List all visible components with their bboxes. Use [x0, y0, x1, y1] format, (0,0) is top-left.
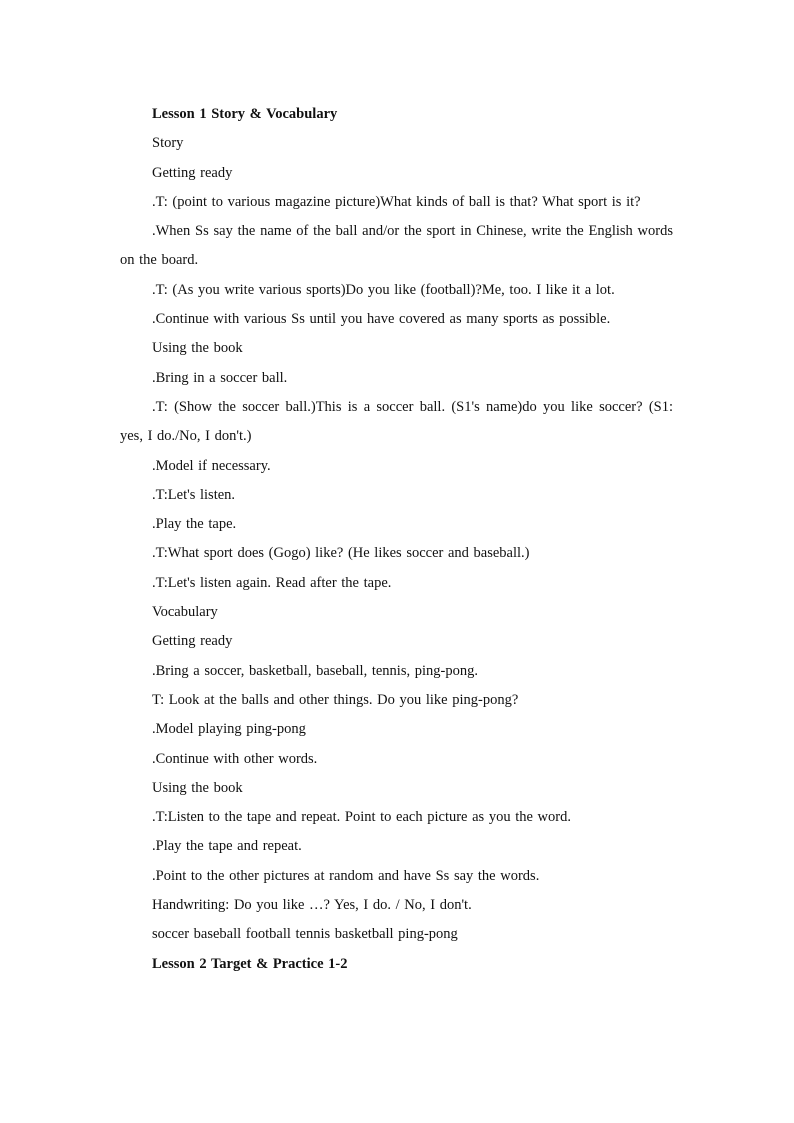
paragraph-line: .Continue with various Ss until you have covered as many sports as possible. — [152, 311, 611, 328]
paragraph-line: .Bring a soccer, basketball, baseball, tennis, ping-pong. — [152, 662, 478, 679]
paragraph-line: .Bring in a soccer ball. — [152, 369, 288, 386]
paragraph-line: .T:What sport does (Gogo) like? (He likes soccer and baseball.) — [152, 545, 530, 562]
paragraph-line: .T:Let's listen. — [152, 486, 236, 503]
paragraph-line: T: Look at the balls and other things. Do you like ping-pong? — [152, 691, 519, 708]
subsection-getting-ready: Getting ready — [152, 633, 233, 650]
document-body — [120, 100, 673, 979]
paragraph-line: .Continue with other words. — [152, 750, 318, 767]
paragraph-line: .Point to the other pictures at random and have Ss say the words. — [152, 867, 540, 884]
paragraph-line: .T: (point to various magazine picture)What kinds of ball is that? What sport is it? — [152, 193, 641, 210]
paragraph-line: .Play the tape. — [152, 516, 237, 533]
paragraph-line: .Model playing ping-pong — [152, 721, 306, 738]
paragraph-line: .T:Let's listen again. Read after the tape. — [152, 574, 392, 591]
word-list-line: soccer baseball football tennis basketball ping-pong — [152, 926, 458, 943]
subsection-getting-ready: Getting ready — [152, 164, 233, 181]
paragraph-line: .Model if necessary. — [152, 457, 271, 474]
lesson-2-heading: Lesson 2 Target & Practice 1-2 — [152, 955, 348, 972]
paragraph-line: .T: (As you write various sports)Do you like (football)?Me, too. I like it a lot. — [152, 281, 615, 298]
section-story: Story — [152, 135, 184, 152]
handwriting-line: Handwriting: Do you like …? Yes, I do. / No, I don't. — [152, 897, 472, 914]
paragraph-line: .When Ss say the name of the ball and/or the sport in Chinese, write the English words on the board. — [120, 223, 673, 269]
lesson-1-heading: Lesson 1 Story & Vocabulary — [152, 106, 338, 122]
paragraph-line: .T:Listen to the tape and repeat. Point to each picture as you the word. — [152, 809, 571, 826]
paragraph-line: .T: (Show the soccer ball.)This is a soccer ball. (S1's name)do you like soccer? (S1: yes, I do./No, I don't.) — [120, 398, 673, 445]
subsection-using-the-book: Using the book — [152, 340, 243, 357]
section-vocabulary: Vocabulary — [152, 604, 218, 621]
subsection-using-the-book: Using the book — [152, 779, 243, 796]
paragraph-line: .Play the tape and repeat. — [152, 838, 302, 855]
